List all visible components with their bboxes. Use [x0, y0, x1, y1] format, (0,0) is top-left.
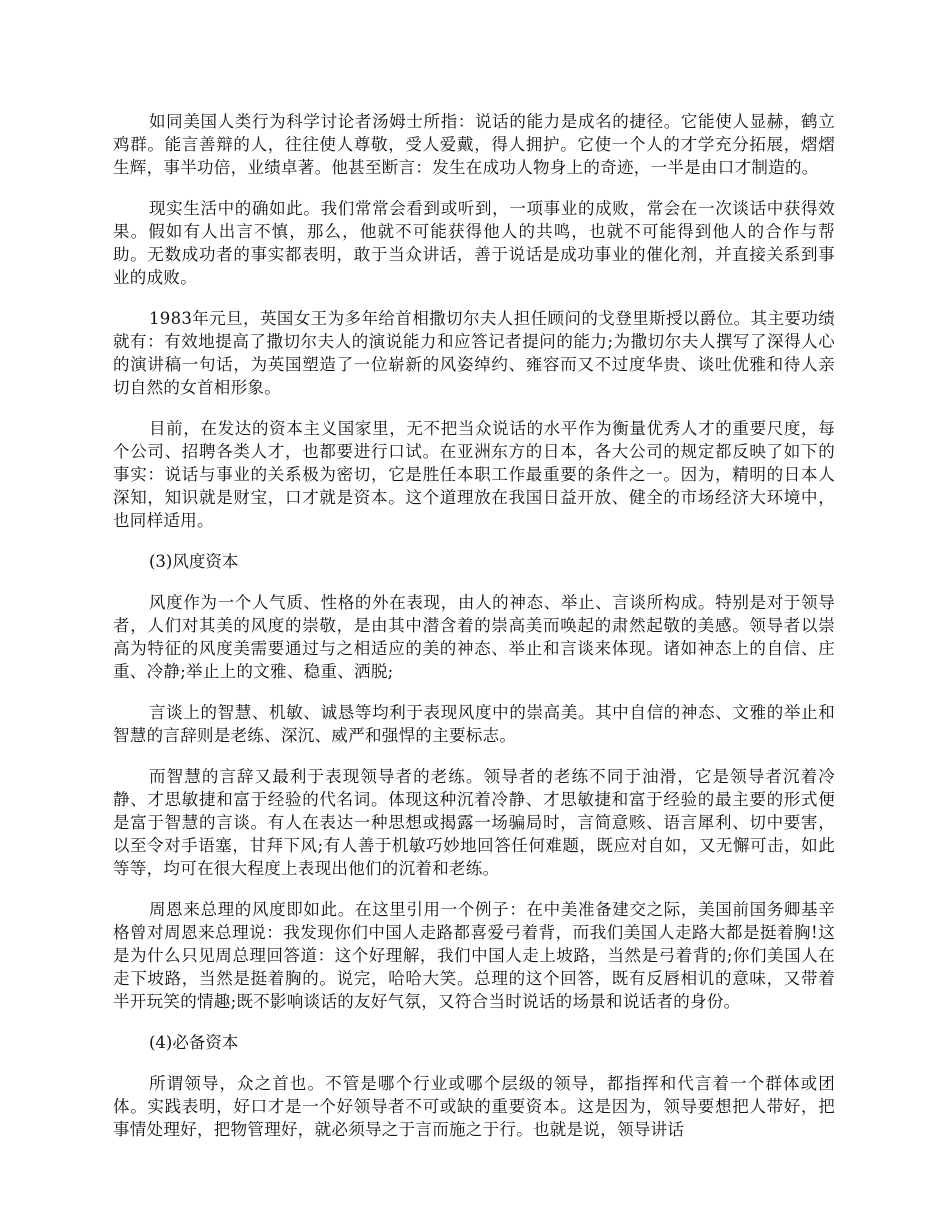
paragraph-zhou-enlai: 周恩来总理的风度即如此。在这里引用一个例子：在中美准备建交之际，美国前国务卿基辛格曾对周恩来总理说：我发现你们中国人走路都喜爱弓着背，而我们美国人走路大都是挺着胸!这是为什么只见周总理回答道：这个好理解，我们中国人走上坡路，当然是弓着背的;你们美国人在走下坡路，当然是挺着胸的。说完，哈哈大笑。总理的这个回答，既有反唇相讥的意味，又带着半开玩笑的情趣;既不影响谈话的友好气氛，又符合当时说话的场景和说话者的身份。: [113, 900, 835, 1011]
paragraph-developed-countries: 目前，在发达的资本主义国家里，无不把当众说话的水平作为衡量优秀人才的重要尺度，每个公司、招聘各类人才，也都要进行口试。在亚洲东方的日本，各大公司的规定都反映了如下的事实：说话与事业的关系极为密切，它是胜任本职工作最重要的条件之一。因为，精明的日本人深知，知识就是财宝，口才就是资本。这个道理放在我国日益开放、健全的市场经济大环境中，也同样适用。: [113, 419, 835, 530]
section-heading-essential-capital: (4)必备资本: [149, 1033, 239, 1052]
paragraph-leadership: 所谓领导，众之首也。不管是哪个行业或哪个层级的领导，都指挥和代言着一个群体或团体。实践表明，好口才是一个好领导者不可或缺的重要资本。这是因为，领导要想把人带好，把事情处理好，把物管理好，就必须导之于言而施之于行。也就是说，领导讲话: [113, 1074, 835, 1139]
paragraph-wise-words: 而智慧的言辞又最利于表现领导者的老练。领导者的老练不同于油滑，它是领导者沉着冷静、才思敏捷和富于经验的代名词。体现这种沉着冷静、才思敏捷和富于经验的最主要的形式便是富于智慧的言谈。有人在表达一种思想或揭露一场骗局时，言简意赅、语言犀利、切中要害，以至令对手语塞，甘拜下风;有人善于机敏巧妙地回答任何难题，既应对自如，又无懈可击，如此等等，均可在很大程度上表现出他们的沉着和老练。: [113, 767, 835, 878]
paragraph-real-life: 现实生活中的确如此。我们常常会看到或听到，一项事业的成败，常会在一次谈话中获得效果。假如有人出言不慎，那么，他就不可能获得他人的共鸣，也就不可能得到他人的合作与帮助。无数成功者的事实都表明，敢于当众讲话，善于说话是成功事业的催化剂，并直接关系到事业的成败。: [113, 199, 835, 287]
section-heading-demeanor-capital: (3)风度资本: [149, 552, 239, 571]
paragraph-speech-ability: 如同美国人类行为科学讨论者汤姆士所指：说话的能力是成名的捷径。它能使人显赫，鹤立鸡群。能言善辩的人，往往使人尊敬，受人爱戴，得人拥护。它使一个人的才学充分拓展，熠熠生辉，事半功倍，业绩卓著。他甚至断言：发生在成功人物身上的奇迹，一半是由口才制造的。: [113, 112, 835, 177]
paragraph-1983-new-year: 1983年元旦，英国女王为多年给首相撒切尔夫人担任顾问的戈登里斯授以爵位。其主要功绩就有：有效地提高了撒切尔夫人的演说能力和应答记者提问的能力;为撒切尔夫人撰写了深得人心的演讲稿一句话，为英国塑造了一位崭新的风姿绰约、雍容而又不过度华贵、谈吐优雅和待人亲切自然的女首相形象。: [113, 309, 835, 397]
document-page: [113, 110, 835, 1159]
paragraph-demeanor: 风度作为一个人气质、性格的外在表现，由人的神态、举止、言谈所构成。特别是对于领导者，人们对其美的风度的崇敬，是由其中潜含着的崇高美而唤起的肃然起敬的美感。领导者以崇高为特征的风度美需要通过与之相适应的美的神态、举止和言谈来体现。诸如神态上的自信、庄重、冷静;举止上的文雅、稳重、洒脱;: [113, 593, 835, 681]
paragraph-speech-wisdom: 言谈上的智慧、机敏、诚恳等均利于表现风度中的崇高美。其中自信的神态、文雅的举止和智慧的言辞则是老练、深沉、威严和强悍的主要标志。: [113, 703, 835, 745]
